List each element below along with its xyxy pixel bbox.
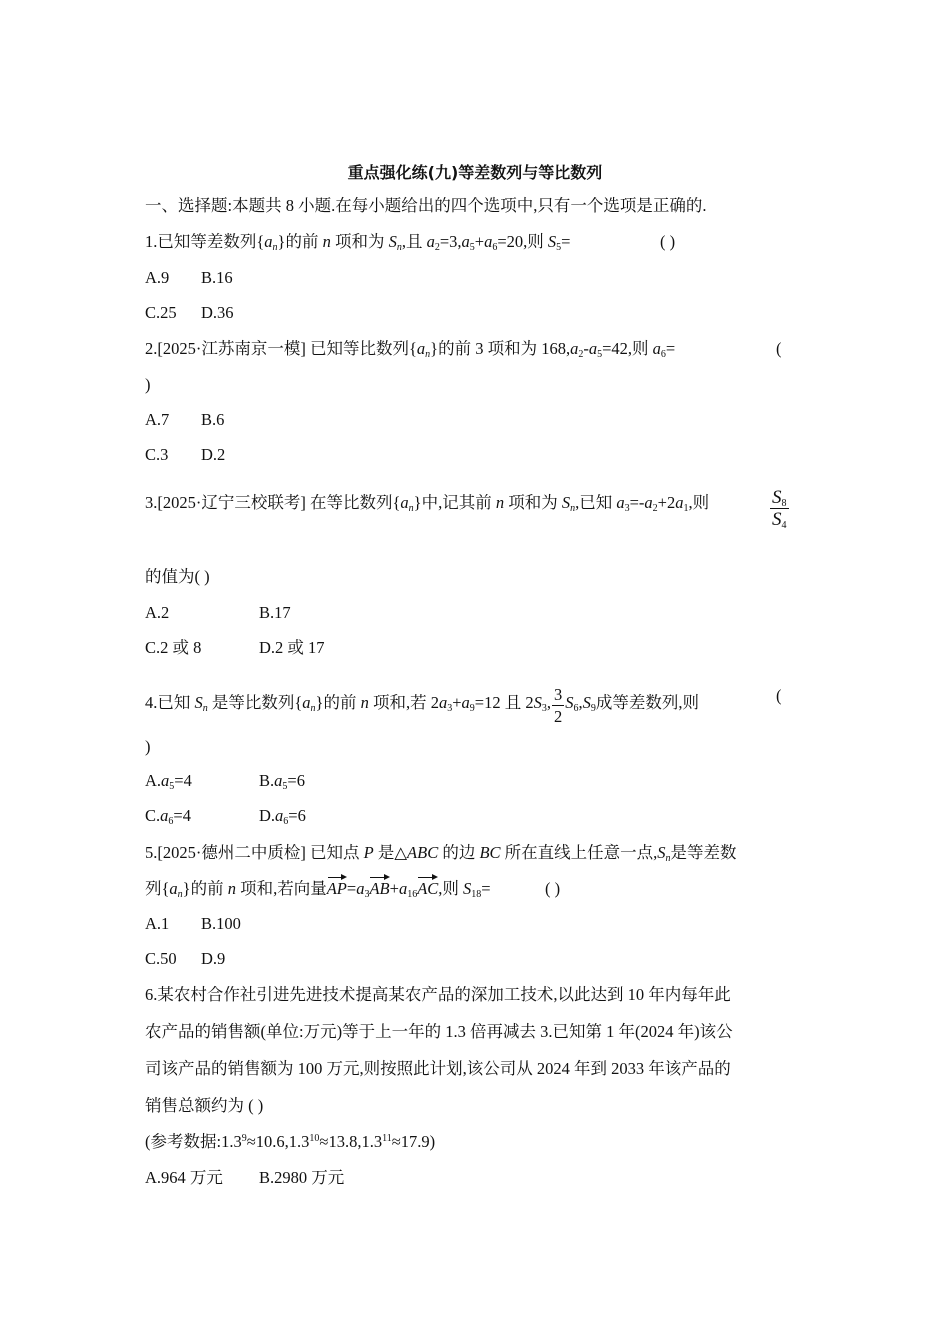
option-4d: $D.a_6=6$ — [259, 806, 306, 827]
option-4b: $B.a_5=6$ — [259, 771, 305, 792]
option-2b: B.6 — [201, 410, 225, 429]
question-3-tail: 的值为( ) — [145, 567, 210, 586]
answer-paren-2-close: ) — [145, 375, 151, 394]
question-4: 4.已知 $S_n$ 是等比数列$\{a_n\}$的前 n 项和,若 $2a_3+a_9=12$ 且 $2S_3$, $\frac{3}{2}$ $S_6,S_9$成等差数列,则 — [145, 685, 699, 726]
fraction-s8-over-s4: $\frac{S_8}{S_4}$ — [772, 487, 787, 531]
question-6-line-1: 6.某农村合作社引进先进技术提高某农产品的深加工技术,以此达到 10 年内每年此 — [145, 985, 731, 1004]
option-3d: D.2 或 17 — [259, 638, 325, 657]
option-1d: D.36 — [201, 303, 234, 322]
answer-paren-4-close: ) — [145, 737, 151, 756]
question-2: 2.[2025·江苏南京一模] 已知等比数列$\{a_n\}$的前 3 项和为 $168,a_2-a_5=42$,则 $a_6=$ — [145, 339, 676, 360]
option-2a: A.7 — [145, 410, 170, 429]
answer-paren-4-open: ( — [776, 686, 782, 705]
question-1: 1.已知等差数列$\{a_n\}$的前 n 项和为 $S_n$,且 $a_2=3,a_5+a_6=20$,则 $S_5=$ — [145, 232, 571, 253]
option-5c: C.50 — [145, 949, 177, 968]
answer-paren-5: ( ) — [545, 879, 561, 898]
option-2c: C.3 — [145, 445, 169, 464]
answer-paren-1: ( ) — [660, 232, 676, 251]
question-5-line-1: 5.[2025·德州二中质检] 已知点 P 是△ABC 的边 BC 所在直线上任意一点$,S_n$是等差数 — [145, 843, 737, 864]
option-6a: A.964 万元 — [145, 1168, 223, 1187]
option-5d: D.9 — [201, 949, 226, 968]
question-3: 3.[2025·辽宁三校联考] 在等比数列$\{a_n\}$中,记其前 n 项和为 $S_n$,已知 $a_3=-a_2+2a_1$,则 — [145, 493, 710, 514]
option-3c: C.2 或 8 — [145, 638, 202, 657]
section-heading: 一、选择题:本题共 8 小题.在每小题给出的四个选项中,只有一个选项是正确的. — [145, 196, 707, 215]
question-6-reference-data: (参考数据$:1.3^9\approx 10.6,1.3^{10}\approx 13.8,1.3^{11}\approx 17.9$) — [145, 1132, 436, 1151]
option-5a: A.1 — [145, 914, 170, 933]
page-title: 重点强化练(九)等差数列与等比数列 — [347, 163, 603, 182]
option-3a: A.2 — [145, 603, 170, 622]
option-3b: B.17 — [259, 603, 291, 622]
answer-paren-2-open: ( — [776, 339, 782, 358]
option-1c: C.25 — [145, 303, 177, 322]
question-6-line-3: 司该产品的销售额为 100 万元,则按照此计划,该公司从 2024 年到 2033 年该产品的 — [145, 1059, 731, 1078]
question-6-line-2: 农产品的销售额(单位:万元)等于上一年的 1.3 倍再减去 3.已知第 1 年(2024 年)该公 — [145, 1022, 733, 1041]
option-1b: B.16 — [201, 268, 233, 287]
option-2d: D.2 — [201, 445, 226, 464]
question-5-line-2: 列$\{a_n\}$的前 n 项和,若向量$AP=a_3AB+a_{16}AC$,则 $S_{18}=$ — [145, 879, 491, 900]
option-6b: B.2980 万元 — [259, 1168, 345, 1187]
option-4c: $C.a_6=4$ — [145, 806, 191, 827]
option-5b: B.100 — [201, 914, 241, 933]
option-1a: A.9 — [145, 268, 170, 287]
question-6-line-4: 销售总额约为 ( ) — [145, 1096, 264, 1115]
option-4a: $A.a_5=4$ — [145, 771, 192, 792]
